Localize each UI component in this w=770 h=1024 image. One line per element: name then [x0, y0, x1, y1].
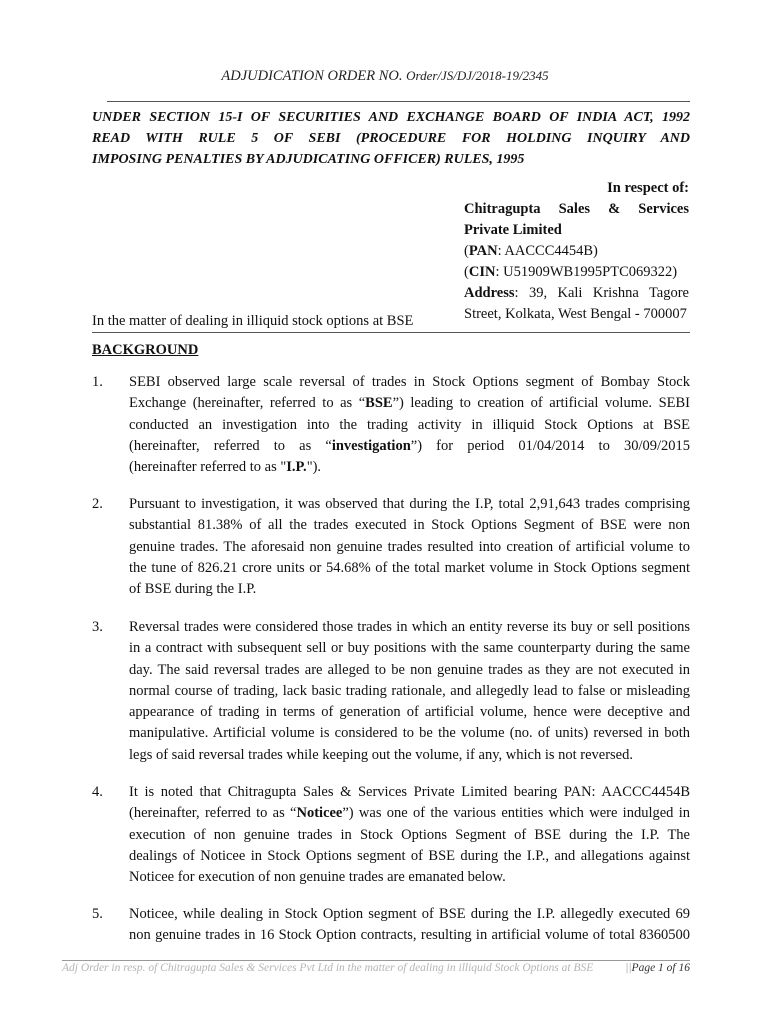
- text-line: It is noted that Chitragupta Sales & Services Private Limited bearing PAN: AACCC4454B: [129, 784, 690, 800]
- paragraph-text: [129, 617, 690, 766]
- defined-term: investigation: [331, 437, 411, 454]
- text-line: appearance of trading in terms of generation of artificial volume, hence were deceptive and: [129, 704, 690, 721]
- text-line: conducted an investigation into the trading activity in illiquid Stock Options at BSE: [129, 416, 690, 433]
- pan-label: PAN: [468, 243, 498, 259]
- text-line: day. The said reversal trades are alleged to be non genuine trades as they are not executed in: [129, 661, 690, 678]
- text-line: Noticee for execution of non genuine trades are emanated below.: [129, 869, 506, 886]
- cin-label: CIN: [468, 264, 496, 280]
- text-line: genuine trades. The aforesaid non genuine trades resulted into creation of artificial volume to: [129, 538, 690, 555]
- text-run: ”) for period 01/04/2014 to 30/09/2015: [410, 437, 691, 454]
- text-line: Pursuant to investigation, it was observed that during the I.P, total 2,91,643 trades comprising: [129, 496, 690, 512]
- page-footer: [62, 960, 690, 974]
- footer-caption: Adj Order in resp. of Chitragupta Sales & Services Pvt Ltd in the matter of dealing in illiquid Stock Options at BSE: [62, 962, 594, 974]
- text-run: (hereinafter, referred to as “: [129, 437, 332, 454]
- paragraph-text: [129, 494, 690, 600]
- text-line: legs of said reversal trades while keeping out the volume, if any, which is not reversed.: [129, 746, 633, 763]
- text-line: [129, 457, 690, 478]
- text-line: Reversal trades were considered those trades in which an entity reverse its buy or sell positions: [129, 619, 690, 635]
- paragraph-number: 5.: [92, 906, 103, 922]
- footer-separator: ||: [625, 962, 632, 974]
- text-run: ”) leading to creation of artificial volume. SEBI: [392, 395, 690, 412]
- section-heading: [92, 107, 690, 170]
- text-line: [129, 803, 690, 824]
- text-run: ”) was one of the various entities which were indulged in: [342, 805, 690, 822]
- text-run: (hereinafter referred to as ": [129, 459, 287, 476]
- text-line: manipulative. Artificial volume is considered to be the volume (no. of units) reversed in both: [129, 725, 690, 742]
- defined-term: BSE: [365, 395, 393, 412]
- noticee-name-line: Private Limited: [464, 222, 562, 238]
- paragraph-text: [129, 782, 690, 888]
- text-line: normal course of trading, lack basic trading rationale, and allegedly lead to false or misleading: [129, 682, 690, 699]
- paragraph-number: 4.: [92, 784, 103, 800]
- paragraph-number: 2.: [92, 496, 103, 512]
- text-run: ").: [306, 459, 322, 476]
- heading-line: UNDER SECTION 15-I OF SECURITIES AND EXCHANGE BOARD OF INDIA ACT, 1992: [92, 110, 690, 125]
- respect-block: [464, 178, 689, 325]
- text-line: of BSE during the I.P.: [129, 581, 257, 598]
- matter-line: In the matter of dealing in illiquid stock options at BSE: [92, 313, 690, 333]
- text-line: SEBI observed large scale reversal of trades in Stock Options segment of Bombay Stock: [129, 374, 690, 390]
- respect-label: In respect of:: [607, 180, 689, 196]
- paragraph-text: [129, 372, 690, 478]
- address-line: [464, 283, 689, 304]
- address-line: Street, Kolkata, West Bengal - 700007: [464, 306, 687, 322]
- text-run: (hereinafter, referred to as “: [129, 805, 297, 822]
- cin-line: (CIN: U51909WB1995PTC069322): [464, 264, 678, 280]
- text-line: [129, 436, 690, 457]
- text-line: Noticee, while dealing in Stock Option segment of BSE during the I.P. allegedly executed 69: [129, 906, 690, 922]
- heading-line: READ WITH RULE 5 OF SEBI (PROCEDURE FOR HOLDING INQUIRY AND: [92, 131, 690, 146]
- text-line: the tune of 826.21 crore units or 54.68% of the total market volume in Stock Options segment: [129, 559, 690, 576]
- defined-term: I.P.: [286, 459, 307, 476]
- footer-page: [625, 962, 690, 974]
- noticee-name: [464, 199, 689, 241]
- header-rule: [107, 101, 690, 102]
- text-line: non genuine trades in 16 Stock Option contracts, resulting in artificial volume of total 8360500: [129, 927, 690, 944]
- paragraph-number: 3.: [92, 619, 103, 635]
- address-text: : 39, Kali Krishna Tagore: [514, 285, 689, 301]
- background-heading: BACKGROUND: [92, 342, 199, 358]
- text-line: in a contract with subsequent sell or buy positions with the same counterparty during the same: [129, 640, 690, 657]
- pan-value: : AACCC4454B): [497, 243, 598, 259]
- order-title: ADJUDICATION ORDER NO.: [221, 68, 403, 84]
- paragraph-text: [129, 904, 690, 947]
- text-line: dealings of Noticee in Stock Options segment of BSE during the I.P., and allegations against: [129, 847, 690, 864]
- noticee-name-line: Chitragupta Sales & Services: [464, 201, 689, 217]
- defined-term: Noticee: [296, 805, 343, 822]
- order-header: [0, 68, 770, 85]
- text-run: Exchange (hereinafter, referred to as “: [129, 395, 366, 412]
- heading-line: IMPOSING PENALTIES BY ADJUDICATING OFFICER) RULES, 1995: [92, 152, 525, 167]
- order-number: Order/JS/DJ/2018-19/2345: [406, 68, 549, 83]
- page-number: Page 1 of 16: [631, 962, 690, 974]
- address-label: Address: [464, 285, 515, 301]
- text-line: [129, 393, 690, 414]
- pan-line: (PAN: AACCC4454B): [464, 243, 598, 259]
- cin-value: : U51909WB1995PTC069322): [495, 264, 678, 280]
- text-line: execution of non genuine trades in Stock Options Segment of BSE during the I.P. The: [129, 826, 690, 843]
- text-line: substantial 81.38% of all the trades executed in Stock Options Segment of BSE were non: [129, 517, 690, 534]
- paragraph-number: 1.: [92, 374, 103, 390]
